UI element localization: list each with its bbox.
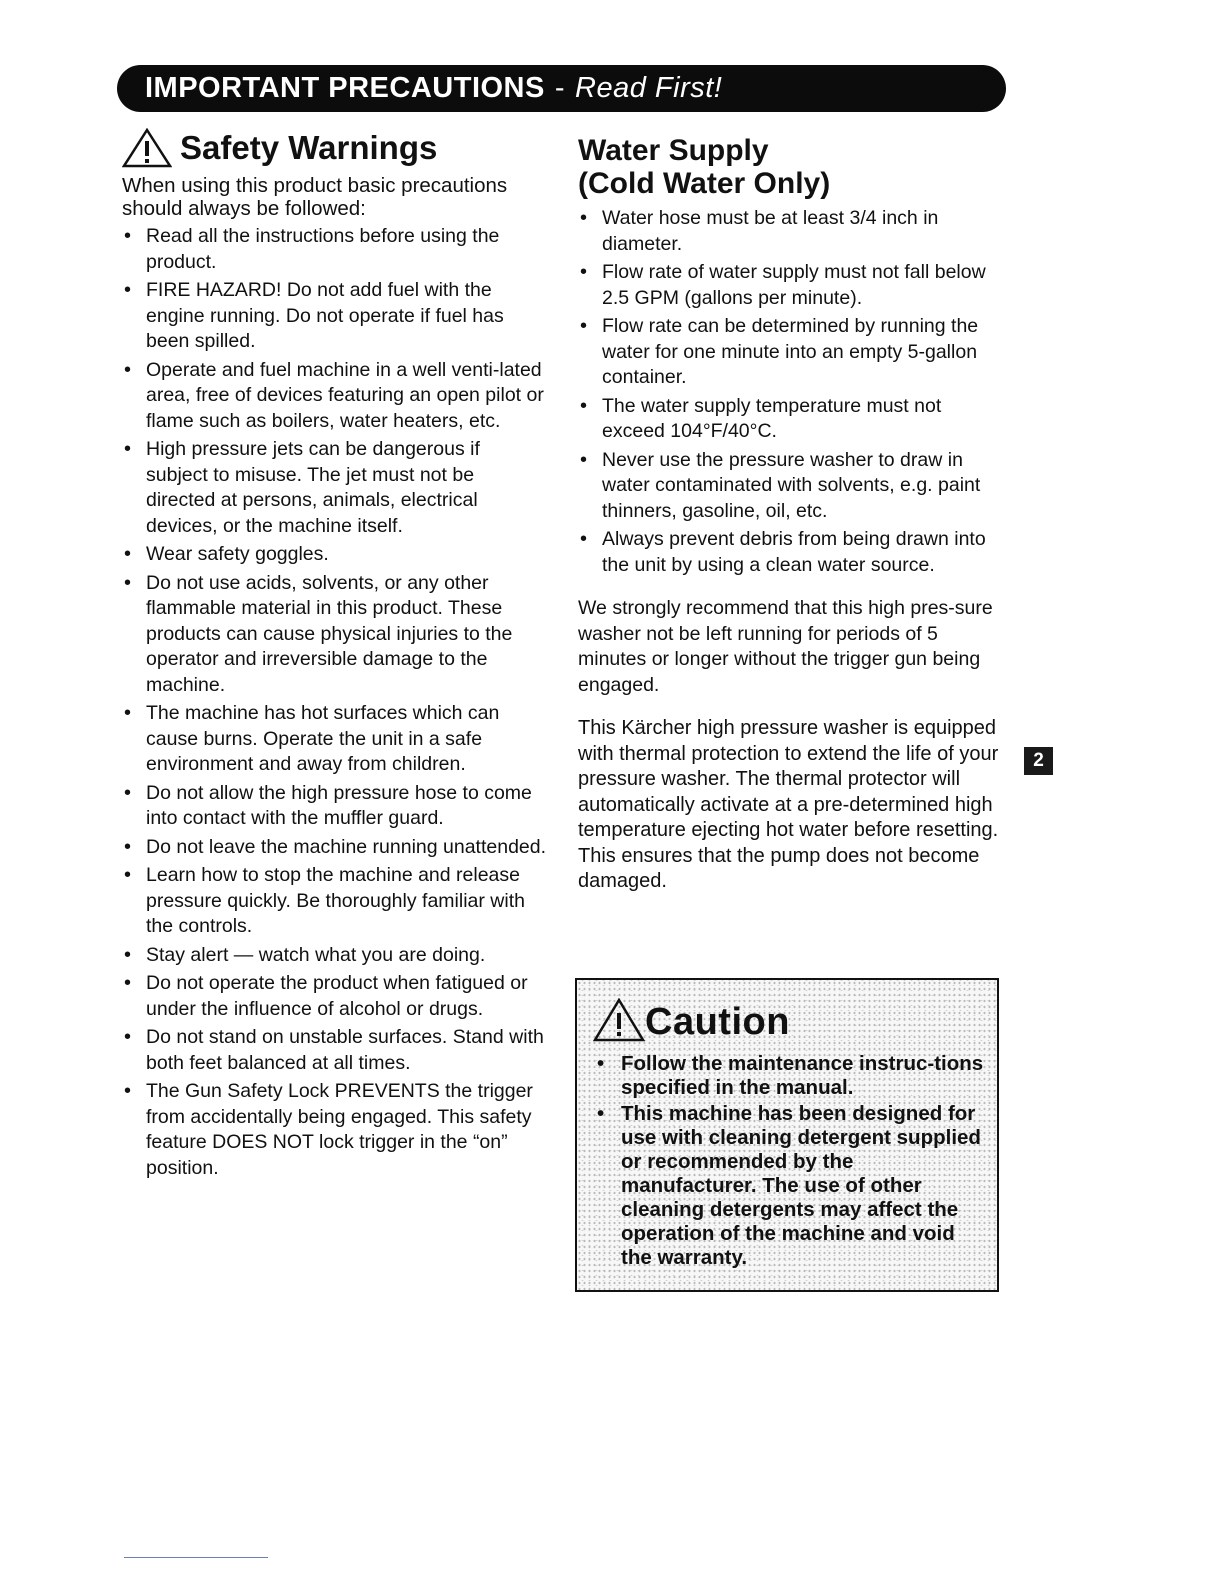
water-supply-subtitle: (Cold Water Only): [578, 167, 831, 200]
safety-warnings-heading: [122, 128, 547, 168]
caution-heading: [593, 998, 790, 1042]
caution-box: [575, 978, 999, 1292]
list-item: • Follow the maintenance instruc-tions specified in the manual.: [595, 1052, 985, 1100]
footer-divider: [124, 1557, 268, 1558]
list-item: • Wear safety goggles.: [122, 542, 547, 568]
list-item: • Do not allow the high pressure hose to come into contact with the muffler guard.: [122, 781, 547, 832]
page-number-badge: 2: [1024, 747, 1053, 775]
list-item: • Do not use acids, solvents, or any other flammable material in this product. These products can cause physical injuries to the operator and irreversible damage to the machine.: [122, 571, 547, 699]
caution-list: [595, 1052, 985, 1272]
banner-subtitle: Read First!: [575, 72, 723, 104]
safety-warnings-section: [122, 128, 547, 1184]
list-item: • Do not stand on unstable surfaces. Stand with both feet balanced at all times.: [122, 1025, 547, 1076]
list-item: • The water supply temperature must not exceed 104°F/40°C.: [578, 394, 1003, 445]
water-supply-heading: [578, 134, 1003, 200]
safety-list: [122, 224, 547, 1181]
safety-warnings-title: Safety Warnings: [180, 129, 438, 166]
banner-dash: -: [554, 72, 566, 104]
list-item: • High pressure jets can be dangerous if subject to misuse. The jet must not be directed at persons, animals, electrical devices, or the machine itself.: [122, 437, 547, 539]
safety-intro: When using this product basic precautions should always be followed:: [122, 174, 508, 220]
list-item: • The machine has hot surfaces which can cause burns. Operate the unit in a safe environment and away from children.: [122, 701, 547, 778]
list-item: • Flow rate can be determined by running the water for one minute into an empty 5-gallon container.: [578, 314, 1003, 391]
water-supply-section: [578, 134, 1003, 895]
list-item: • Stay alert — watch what you are doing.: [122, 943, 547, 969]
list-item: • Learn how to stop the machine and release pressure quickly. Be thoroughly familiar with the controls.: [122, 863, 547, 940]
list-item: • Do not leave the machine running unattended.: [122, 835, 547, 861]
list-item: • Always prevent debris from being drawn into the unit by using a clean water source.: [578, 527, 1003, 578]
list-item: • Read all the instructions before using the product.: [122, 224, 547, 275]
header-banner: [117, 65, 1006, 112]
thermal-protection-paragraph: This Kärcher high pressure washer is equipped with thermal protection to extend the life of your pressure washer. The thermal protector will automatically activate at a pre-determined high temperature ejecting hot water before resetting. This ensures that the pump does not become damaged.: [578, 717, 999, 892]
list-item: • This machine has been designed for use with cleaning detergent supplied or recommended by the manufacturer. The use of other cleaning detergents may affect the operation of the machine and void the warranty.: [595, 1102, 985, 1270]
list-item: • Water hose must be at least 3/4 inch in diameter.: [578, 206, 1003, 257]
warning-triangle-icon: [122, 128, 172, 168]
list-item: • Do not operate the product when fatigued or under the influence of alcohol or drugs.: [122, 971, 547, 1022]
list-item: • Operate and fuel machine in a well venti-lated area, free of devices featuring an open pilot or flame such as boilers, water heaters, etc.: [122, 358, 547, 435]
list-item: • The Gun Safety Lock PREVENTS the trigger from accidentally being engaged. This safety feature DOES NOT lock trigger in the “on” position.: [122, 1079, 547, 1181]
warning-triangle-icon: [593, 998, 645, 1042]
caution-title: Caution: [645, 1001, 790, 1043]
banner-title: IMPORTANT PRECAUTIONS: [145, 72, 545, 104]
list-item: • Flow rate of water supply must not fall below 2.5 GPM (gallons per minute).: [578, 260, 1003, 311]
list-item: • Never use the pressure washer to draw in water contaminated with solvents, e.g. paint thinners, gasoline, oil, etc.: [578, 448, 1003, 525]
recommendation-paragraph: We strongly recommend that this high pres-sure washer not be left running for periods of 5 minutes or longer without the trigger gun being engaged.: [578, 597, 993, 696]
list-item: • FIRE HAZARD! Do not add fuel with the engine running. Do not operate if fuel has been spilled.: [122, 278, 547, 355]
water-supply-title: Water Supply: [578, 134, 769, 167]
water-supply-list: [578, 206, 1003, 578]
